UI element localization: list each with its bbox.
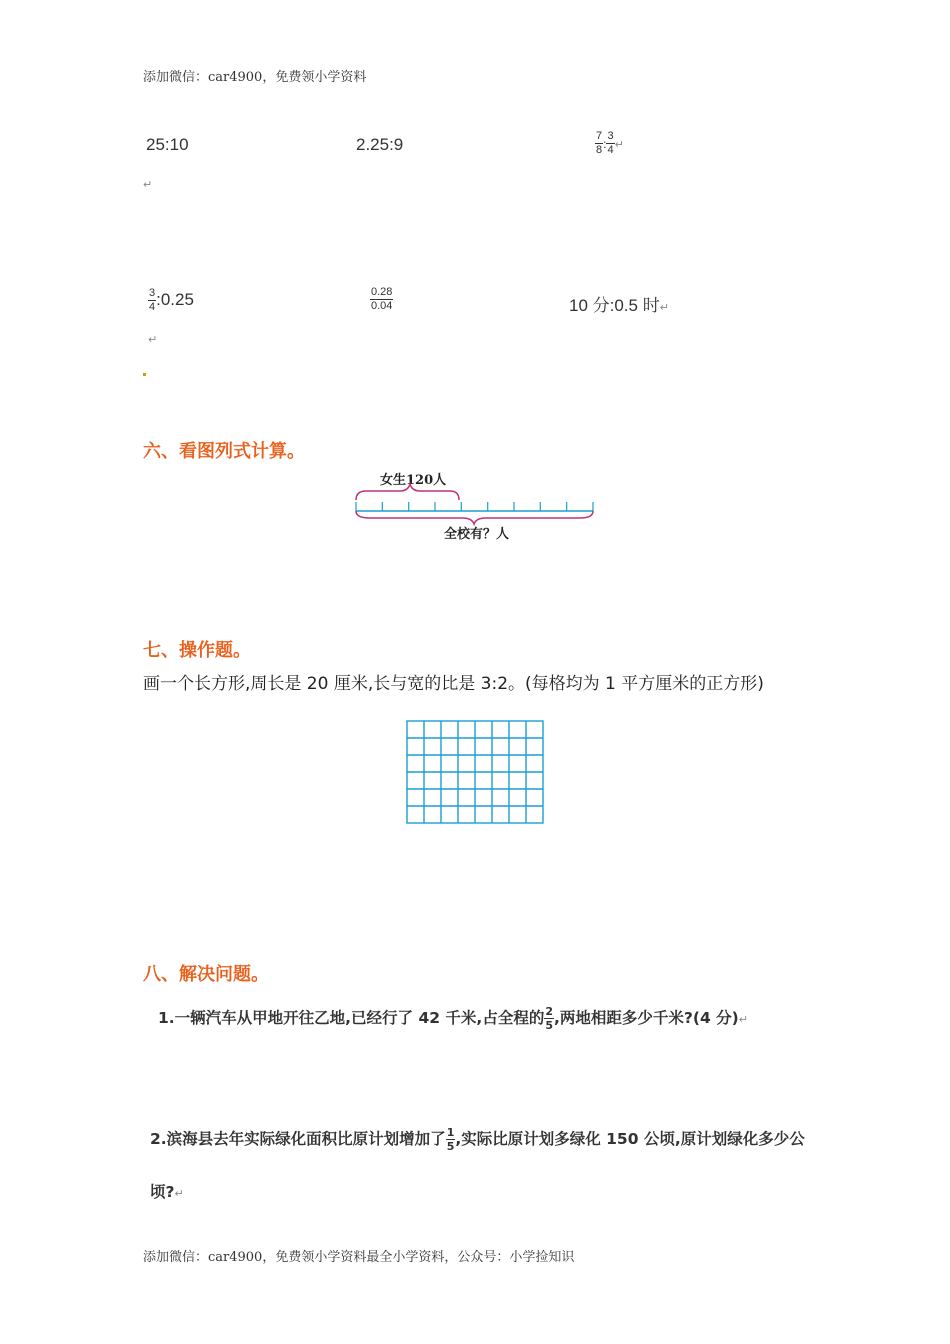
question-1: 1.一辆汽车从甲地开往乙地,已经行了 42 千米,占全程的 $\frac{2}{5}$ ,两地相距多少千米?(4 分)↵	[158, 1005, 748, 1032]
segment-diagram	[340, 466, 610, 546]
fraction-2-5: $\frac{2}{5}$	[545, 1005, 553, 1032]
fraction-0.28-0.04: $\frac{0.28}{0.04}$	[371, 286, 393, 312]
ratio-expression-5	[370, 287, 393, 312]
fraction-7-8: $\frac{7}{8}$	[596, 130, 603, 156]
diagram-bottom-label: 全校有？人	[444, 527, 510, 542]
section-7-instruction: 画一个长方形,周长是 20 厘米,长与宽的比是 3:2。(每格均为 1 平方厘米的正方形)	[143, 674, 764, 694]
top-brace	[356, 484, 459, 500]
return-mark: ↵	[143, 178, 153, 191]
fraction-3-4: $\frac{3}{4}$	[149, 287, 156, 313]
question-2: 2.滨海县去年实际绿化面积比原计划增加了 $\frac{1}{5}$ ,实际比原计划多绿化 150 公顷,原计划绿化多少公	[150, 1126, 805, 1153]
return-mark: ↵	[614, 138, 624, 151]
cursor-dot	[143, 373, 146, 376]
section-7-title: 七、操作题。	[143, 640, 251, 661]
fraction-3-4: $\frac{3}{4}$	[607, 130, 614, 156]
ratio-expression-1: 25:10	[146, 135, 189, 154]
page-header: 添加微信：car4900，免费领小学资料	[143, 70, 367, 85]
square-grid-svg	[406, 720, 546, 826]
ratio-expression-3: $\frac{7}{8}$ : $\frac{3}{4}$ ↵	[596, 130, 624, 156]
segment-ticks	[356, 502, 593, 511]
return-mark: ↵	[174, 1187, 184, 1200]
square-grid	[406, 720, 546, 830]
question-2-continued: 顷?↵	[150, 1183, 184, 1201]
return-mark: ↵	[738, 1013, 748, 1026]
ratio-expression-4: $\frac{3}{4}$ :0.25	[149, 287, 194, 313]
return-mark: ↵	[148, 333, 158, 346]
fraction-1-5: $\frac{1}{5}$	[446, 1126, 455, 1153]
return-mark: ↵	[659, 302, 669, 314]
section-6-title: 六、看图列式计算。	[143, 441, 305, 462]
page-footer: 添加微信：car4900，免费领小学资料最全小学资料，公众号：小学捡知识	[143, 1250, 575, 1265]
diagram-top-label: 女生120人	[380, 473, 447, 488]
ratio-expression-2: 2.25:9	[356, 135, 404, 154]
ratio-expression-6: 10 分:0.5 时↵	[569, 296, 669, 315]
section-8-title: 八、解决问题。	[143, 964, 269, 985]
